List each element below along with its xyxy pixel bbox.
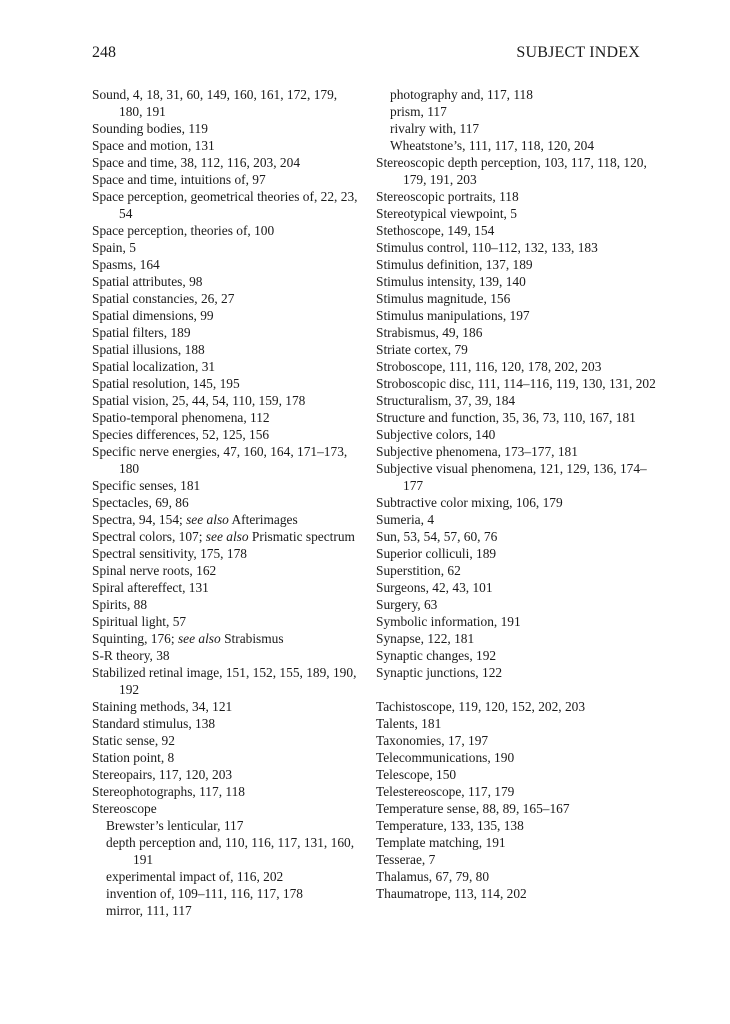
- entry-text: Talents, 181: [376, 716, 442, 731]
- entry-text: Subjective colors, 140: [376, 427, 496, 442]
- entry-text: Spatial resolution, 145, 195: [92, 376, 240, 391]
- entry-text: Wheatstone’s, 111, 117, 118, 120, 204: [390, 138, 595, 153]
- entry-text: Temperature, 133, 135, 138: [376, 818, 524, 833]
- entry-text: Station point, 8: [92, 750, 175, 765]
- index-entry: [376, 868, 656, 885]
- entry-text: Spectral colors, 107;: [92, 529, 206, 544]
- entry-text: Stimulus magnitude, 156: [376, 291, 511, 306]
- entry-text: Spatial dimensions, 99: [92, 308, 214, 323]
- index-entry: [92, 630, 362, 647]
- index-column-left: [92, 86, 362, 919]
- index-subentry: [92, 868, 362, 885]
- entry-text: prism, 117: [390, 104, 447, 119]
- entry-text: Template matching, 191: [376, 835, 506, 850]
- entry-text: photography and, 117, 118: [390, 87, 533, 102]
- index-entry: [376, 613, 656, 630]
- entry-text: Stimulus definition, 137, 189: [376, 257, 533, 272]
- index-entry: [92, 273, 362, 290]
- entry-text: Spatial illusions, 188: [92, 342, 205, 357]
- index-entry: [376, 817, 656, 834]
- entry-text: Sun, 53, 54, 57, 60, 76: [376, 529, 498, 544]
- index-entry: [376, 426, 656, 443]
- index-entry: [376, 358, 656, 375]
- entry-text: invention of, 109–111, 116, 117, 178: [106, 886, 304, 901]
- index-entry: [376, 222, 656, 239]
- entry-text: Synaptic junctions, 122: [376, 665, 503, 680]
- entry-text: Synaptic changes, 192: [376, 648, 497, 663]
- entry-text: Specific nerve energies, 47, 160, 164, 171–173, 180: [92, 444, 348, 476]
- index-entry: [92, 426, 362, 443]
- index-entry: [92, 324, 362, 341]
- index-entry: [92, 511, 362, 528]
- index-entry: [92, 800, 362, 817]
- index-entry: [376, 596, 656, 613]
- index-entry: [92, 307, 362, 324]
- index-entry: [92, 783, 362, 800]
- index-entry: [92, 392, 362, 409]
- index-entry: [376, 494, 656, 511]
- entry-text: Spirits, 88: [92, 597, 148, 612]
- entry-text: Spectra, 94, 154;: [92, 512, 187, 527]
- index-entry: [92, 222, 362, 239]
- index-entry: [376, 783, 656, 800]
- entry-text: Stereophotographs, 117, 118: [92, 784, 245, 799]
- see-also-label: see also: [205, 529, 249, 544]
- index-column-right: [376, 86, 656, 902]
- index-entry: [376, 579, 656, 596]
- index-entry: [92, 494, 362, 511]
- entry-text: Space perception, theories of, 100: [92, 223, 275, 238]
- index-entry: [376, 205, 656, 222]
- index-entry: [92, 528, 362, 545]
- see-also-label: see also: [177, 631, 221, 646]
- entry-text: Superior colliculi, 189: [376, 546, 497, 561]
- entry-text: Temperature sense, 88, 89, 165–167: [376, 801, 570, 816]
- page-header: [92, 44, 640, 68]
- entry-text: Stereoscope: [92, 801, 157, 816]
- index-entry: [92, 579, 362, 596]
- entry-text: Surgeons, 42, 43, 101: [376, 580, 493, 595]
- index-entry: [92, 120, 362, 137]
- index-entry: [92, 86, 362, 120]
- entry-text: Spectacles, 69, 86: [92, 495, 189, 510]
- entry-text: Spiral aftereffect, 131: [92, 580, 209, 595]
- index-entry: [92, 443, 362, 477]
- index-entry: [376, 341, 656, 358]
- entry-text: Spectral sensitivity, 175, 178: [92, 546, 247, 561]
- entry-text: Squinting, 176;: [92, 631, 178, 646]
- index-entry: [92, 137, 362, 154]
- entry-text: Species differences, 52, 125, 156: [92, 427, 270, 442]
- index-entry: [376, 851, 656, 868]
- entry-text: Stroboscope, 111, 116, 120, 178, 202, 203: [376, 359, 602, 374]
- entry-text: Synapse, 122, 181: [376, 631, 475, 646]
- entry-text: Telecommunications, 190: [376, 750, 515, 765]
- index-entry: [92, 647, 362, 664]
- entry-text: Stabilized retinal image, 151, 152, 155, 189, 190, 192: [92, 665, 357, 697]
- entry-text: Subtractive color mixing, 106, 179: [376, 495, 563, 510]
- entry-text: Spatial attributes, 98: [92, 274, 203, 289]
- entry-text: depth perception and, 110, 116, 117, 131, 160, 191: [106, 835, 355, 867]
- entry-text: Spatial localization, 31: [92, 359, 216, 374]
- index-entry: [92, 477, 362, 494]
- index-entry: [92, 766, 362, 783]
- index-subentry: [92, 817, 362, 834]
- entry-text: Standard stimulus, 138: [92, 716, 216, 731]
- index-entry: [376, 409, 656, 426]
- index-entry: [92, 562, 362, 579]
- entry-text: Spiritual light, 57: [92, 614, 187, 629]
- entry-text: Sumeria, 4: [376, 512, 435, 527]
- see-also-label: see also: [186, 512, 229, 527]
- index-entry: [92, 375, 362, 392]
- index-entry: [92, 188, 362, 222]
- entry-text: Stroboscopic disc, 111, 114–116, 119, 130, 131, 202: [376, 376, 656, 391]
- index-entry: [376, 664, 656, 681]
- entry-text: Stereoscopic portraits, 118: [376, 189, 519, 204]
- index-entry: [376, 698, 656, 715]
- entry-text: Thaumatrope, 113, 114, 202: [376, 886, 527, 901]
- entry-text: Structuralism, 37, 39, 184: [376, 393, 516, 408]
- entry-text: Subjective phenomena, 173–177, 181: [376, 444, 578, 459]
- entry-text: Static sense, 92: [92, 733, 175, 748]
- entry-text: Spatial vision, 25, 44, 54, 110, 159, 178: [92, 393, 306, 408]
- index-entry: [92, 698, 362, 715]
- entry-text: Surgery, 63: [376, 597, 438, 612]
- entry-text: rivalry with, 117: [390, 121, 480, 136]
- entry-text: Staining methods, 34, 121: [92, 699, 233, 714]
- entry-text: Sounding bodies, 119: [92, 121, 208, 136]
- index-entry: [92, 171, 362, 188]
- index-entry: [376, 800, 656, 817]
- index-entry: [376, 154, 656, 188]
- index-entry: [376, 273, 656, 290]
- entry-text: Stimulus intensity, 139, 140: [376, 274, 526, 289]
- index-entry: [376, 443, 656, 460]
- entry-text: Strabismus, 49, 186: [376, 325, 483, 340]
- entry-text: Taxonomies, 17, 197: [376, 733, 489, 748]
- entry-text: Stereopairs, 117, 120, 203: [92, 767, 233, 782]
- index-entry: [92, 749, 362, 766]
- index-subentry: [92, 834, 362, 868]
- index-entry: [376, 732, 656, 749]
- entry-text: Specific senses, 181: [92, 478, 201, 493]
- index-entry: [92, 290, 362, 307]
- entry-text: Spinal nerve roots, 162: [92, 563, 217, 578]
- entry-text: Space and time, intuitions of, 97: [92, 172, 266, 187]
- index-entry: [376, 562, 656, 579]
- entry-text: Thalamus, 67, 79, 80: [376, 869, 490, 884]
- index-entry: [376, 766, 656, 783]
- index-entry: [92, 732, 362, 749]
- index-entry: [376, 392, 656, 409]
- entry-text: Spasms, 164: [92, 257, 160, 272]
- entry-text: Space and time, 38, 112, 116, 203, 204: [92, 155, 301, 170]
- index-subentry: [376, 86, 656, 103]
- index-entry: [92, 154, 362, 171]
- index-entry: [92, 596, 362, 613]
- entry-text: Sound, 4, 18, 31, 60, 149, 160, 161, 172, 179, 180, 191: [92, 87, 338, 119]
- page-number: 248: [92, 44, 116, 61]
- entry-text: Spain, 5: [92, 240, 136, 255]
- index-entry: [376, 834, 656, 851]
- entry-text: Stethoscope, 149, 154: [376, 223, 495, 238]
- index-entry: [376, 239, 656, 256]
- entry-text: Structure and function, 35, 36, 73, 110, 167, 181: [376, 410, 636, 425]
- entry-text: Stereoscopic depth perception, 103, 117, 118, 120, 179, 191, 203: [376, 155, 647, 187]
- entry-text: Telescope, 150: [376, 767, 457, 782]
- entry-text: Spatio-temporal phenomena, 112: [92, 410, 270, 425]
- see-also-target: Prismatic spectrum: [248, 529, 355, 544]
- index-entry: [92, 256, 362, 273]
- see-also-target: Strabismus: [220, 631, 284, 646]
- index-entry: [376, 256, 656, 273]
- entry-text: Subjective visual phenomena, 121, 129, 136, 174–177: [376, 461, 647, 493]
- index-entry: [92, 545, 362, 562]
- entry-text: Brewster’s lenticular, 117: [106, 818, 244, 833]
- entry-text: Stimulus manipulations, 197: [376, 308, 530, 323]
- index-subentry: [92, 885, 362, 902]
- index-entry: [376, 511, 656, 528]
- index-entry: [92, 358, 362, 375]
- entry-text: Superstition, 62: [376, 563, 461, 578]
- index-entry: [92, 664, 362, 698]
- letter-group-gap: [376, 681, 656, 698]
- index-entry: [92, 613, 362, 630]
- entry-text: S-R theory, 38: [92, 648, 170, 663]
- index-subentry: [376, 120, 656, 137]
- index-entry: [376, 885, 656, 902]
- index-entry: [376, 647, 656, 664]
- entry-text: Tachistoscope, 119, 120, 152, 202, 203: [376, 699, 586, 714]
- index-entry: [92, 715, 362, 732]
- entry-text: Spatial constancies, 26, 27: [92, 291, 235, 306]
- index-entry: [92, 239, 362, 256]
- index-entry: [376, 375, 656, 392]
- index-entry: [376, 749, 656, 766]
- index-entry: [376, 528, 656, 545]
- index-entry: [376, 715, 656, 732]
- entry-text: Symbolic information, 191: [376, 614, 521, 629]
- index-entry: [376, 188, 656, 205]
- index-entry: [376, 290, 656, 307]
- entry-text: Stereotypical viewpoint, 5: [376, 206, 517, 221]
- index-entry: [92, 409, 362, 426]
- index-entry: [376, 630, 656, 647]
- index-entry: [92, 341, 362, 358]
- entry-text: experimental impact of, 116, 202: [106, 869, 284, 884]
- index-entry: [376, 324, 656, 341]
- entry-text: Space perception, geometrical theories of, 22, 23, 54: [92, 189, 358, 221]
- see-also-target: Afterimages: [228, 512, 298, 527]
- entry-text: Striate cortex, 79: [376, 342, 468, 357]
- index-subentry: [92, 902, 362, 919]
- index-entry: [376, 460, 656, 494]
- entry-text: Space and motion, 131: [92, 138, 215, 153]
- entry-text: Spatial filters, 189: [92, 325, 191, 340]
- entry-text: Stimulus control, 110–112, 132, 133, 183: [376, 240, 598, 255]
- entry-text: Tesserae, 7: [376, 852, 436, 867]
- index-subentry: [376, 137, 656, 154]
- index-entry: [376, 307, 656, 324]
- entry-text: Telestereoscope, 117, 179: [376, 784, 515, 799]
- entry-text: mirror, 111, 117: [106, 903, 192, 918]
- index-subentry: [376, 103, 656, 120]
- index-entry: [376, 545, 656, 562]
- running-head: SUBJECT INDEX: [516, 44, 640, 61]
